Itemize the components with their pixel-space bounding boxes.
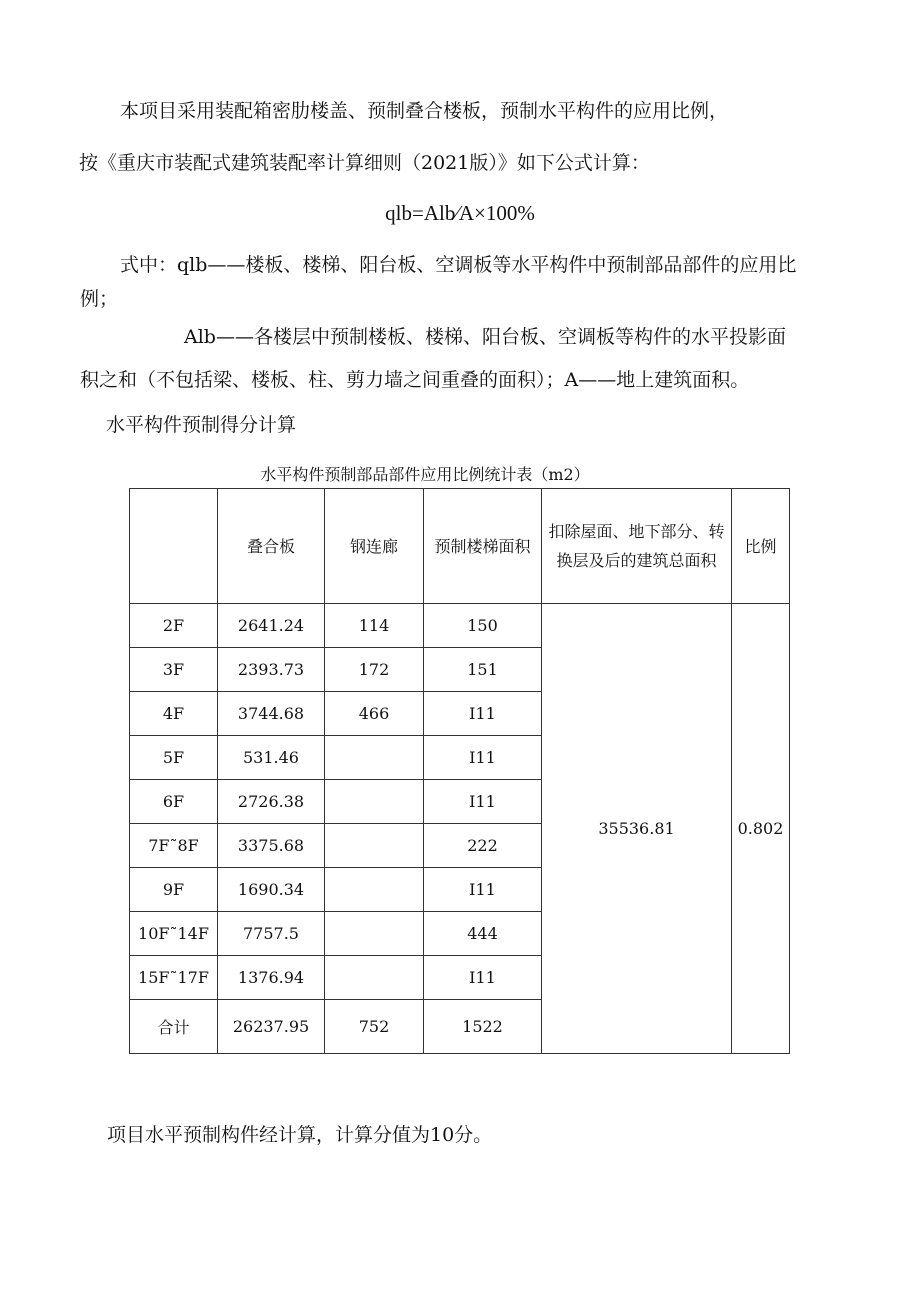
- cell-slab: 2641.24: [218, 604, 325, 648]
- cell-stair: 150: [424, 604, 542, 648]
- cell-corridor: [325, 912, 424, 956]
- cell-slab: 1376.94: [218, 956, 325, 1000]
- table-caption: 水平构件预制部品部件应用比例统计表（m2）: [260, 465, 590, 484]
- cell-slab: 3375.68: [218, 824, 325, 868]
- definition-qlb-line-1: 式中：qlb——楼板、楼梯、阳台板、空调板等水平构件中预制部品部件的应用比: [120, 254, 797, 276]
- cell-total-area-merged: 35536.81: [542, 604, 732, 1054]
- cell-slab: 2393.73: [218, 648, 325, 692]
- cell-corridor: [325, 956, 424, 1000]
- cell-stair: 151: [424, 648, 542, 692]
- cell-ratio-merged: 0.802: [732, 604, 790, 1054]
- cell-corridor: 172: [325, 648, 424, 692]
- cell-slab: 531.46: [218, 736, 325, 780]
- header-ratio: 比例: [732, 489, 790, 604]
- cell-stair: I11: [424, 736, 542, 780]
- header-stair: 预制楼梯面积: [424, 489, 542, 604]
- cell-layer: 10F˜14F: [130, 912, 218, 956]
- header-layer: [130, 489, 218, 604]
- cell-corridor: 114: [325, 604, 424, 648]
- cell-total-slab: 26237.95: [218, 1000, 325, 1054]
- cell-layer: 4F: [130, 692, 218, 736]
- closing-statement: 项目水平预制构件经计算，计算分值为10分。: [107, 1124, 493, 1146]
- header-total-area: 扣除屋面、地下部分、转换层及后的建筑总面积: [542, 489, 732, 604]
- table-row: [130, 604, 790, 648]
- cell-total-corridor: 752: [325, 1000, 424, 1054]
- intro-line-1: 本项目采用装配箱密肋楼盖、预制叠合楼板，预制水平构件的应用比例，: [120, 100, 729, 122]
- table-header-row: [130, 489, 790, 604]
- cell-stair: 222: [424, 824, 542, 868]
- cell-stair: I11: [424, 868, 542, 912]
- cell-corridor: 466: [325, 692, 424, 736]
- cell-total-stair: 1522: [424, 1000, 542, 1054]
- cell-stair: I11: [424, 780, 542, 824]
- cell-stair: I11: [424, 956, 542, 1000]
- header-slab: 叠合板: [218, 489, 325, 604]
- statistics-table: [129, 488, 790, 1054]
- header-corridor: 钢连廊: [325, 489, 424, 604]
- cell-corridor: [325, 824, 424, 868]
- cell-slab: 3744.68: [218, 692, 325, 736]
- cell-slab: 7757.5: [218, 912, 325, 956]
- definition-alb-line-2: 积之和（不包括梁、楼板、柱、剪力墙之间重叠的面积）；A——地上建筑面积。: [80, 369, 750, 391]
- cell-layer: 5F: [130, 736, 218, 780]
- formula: qlb=Alb⁄A×100%: [385, 201, 535, 225]
- cell-layer: 7F˜8F: [130, 824, 218, 868]
- cell-total-label: 合计: [130, 1000, 218, 1054]
- cell-layer: 6F: [130, 780, 218, 824]
- cell-layer: 15F˜17F: [130, 956, 218, 1000]
- section-heading: 水平构件预制得分计算: [106, 414, 297, 436]
- cell-slab: 1690.34: [218, 868, 325, 912]
- cell-layer: 3F: [130, 648, 218, 692]
- intro-line-2: 按《重庆市装配式建筑装配率计算细则（2021版）》如下公式计算：: [79, 152, 650, 174]
- cell-layer: 9F: [130, 868, 218, 912]
- cell-stair: 444: [424, 912, 542, 956]
- cell-corridor: [325, 868, 424, 912]
- cell-slab: 2726.38: [218, 780, 325, 824]
- cell-stair: I11: [424, 692, 542, 736]
- definition-qlb-line-2: 例；: [80, 288, 119, 310]
- cell-corridor: [325, 780, 424, 824]
- cell-layer: 2F: [130, 604, 218, 648]
- cell-corridor: [325, 736, 424, 780]
- definition-alb-line-1: Alb——各楼层中预制楼板、楼梯、阳台板、空调板等构件的水平投影面: [184, 326, 786, 348]
